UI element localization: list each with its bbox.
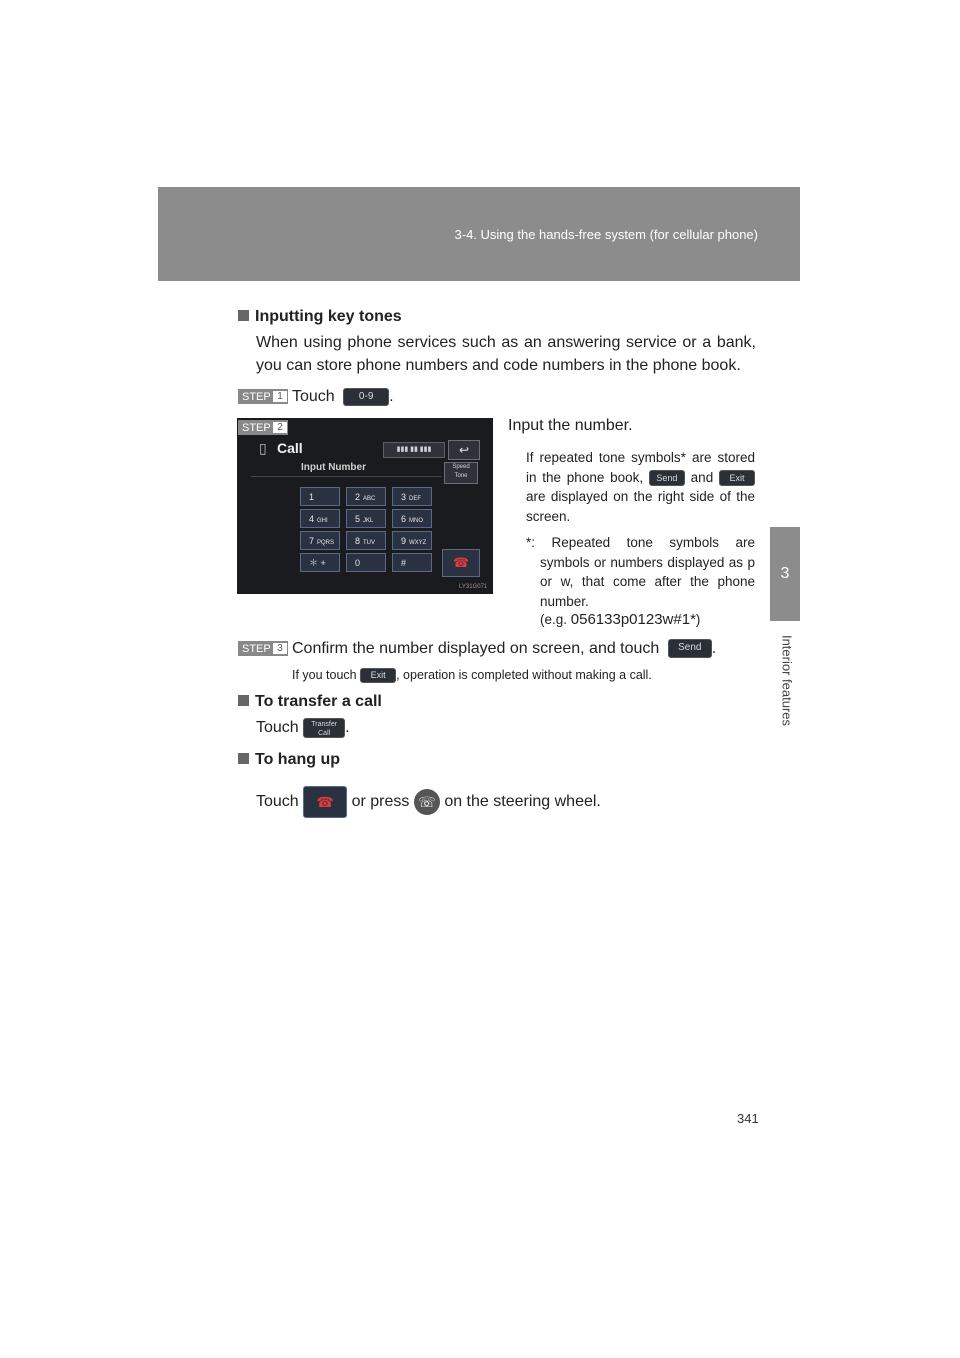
step3-note: If you touch Exit , operation is completed without making a call. (292, 668, 652, 682)
hangup-text: Touch ☎ or press ☏ on the steering wheel. (256, 786, 601, 818)
send-button[interactable]: Send (668, 639, 712, 658)
keypad-key[interactable]: 3 DEF (392, 487, 432, 506)
digits-button[interactable]: 0-9 (343, 388, 389, 406)
chapter-header (158, 187, 800, 281)
screen-subtitle: Input Number (301, 462, 366, 473)
figure-code: LY31G071 (459, 584, 488, 590)
screen-divider (251, 476, 441, 477)
bullet-square (238, 753, 249, 764)
step2-badge: STEP 2 (238, 420, 288, 435)
keypad-key[interactable]: 1 (300, 487, 340, 506)
keypad-key[interactable]: 2 ABC (346, 487, 386, 506)
exit-chip: Exit (360, 668, 396, 683)
step3-text: Confirm the number displayed on screen, and touch Send . (292, 640, 717, 657)
key-tones-intro: When using phone services such as an answering service or a bank, you can store phone numbers and code numbers in the phone book. (256, 334, 756, 374)
key-tones-heading: Inputting key tones (238, 305, 402, 328)
bullet-square (238, 310, 249, 321)
status-indicators: ▮▮▮ ▮▮ ▮▮▮ (383, 442, 445, 458)
keypad-key[interactable]: 6 MNO (392, 509, 432, 528)
step1-badge: STEP 1 (238, 389, 288, 404)
speed-tone-button[interactable]: Speed Tone (444, 462, 478, 484)
back-button[interactable] (448, 440, 480, 460)
screen-title: Call (277, 440, 303, 456)
exit-chip: Exit (719, 470, 755, 486)
phone-hangup-icon: ☎ (316, 794, 334, 810)
keypad-key[interactable]: 5 JKL (346, 509, 386, 528)
page-number: 341 (737, 1111, 759, 1126)
step3-badge: STEP 3 (238, 641, 288, 656)
transfer-text: Touch Transfer Call . (256, 719, 350, 737)
keypad-key[interactable]: 4 GHI (300, 509, 340, 528)
step2-example: (e.g. 056133p0123w#1*) (540, 611, 701, 628)
keypad-key[interactable]: 7 PQRS (300, 531, 340, 550)
keypad-key[interactable]: 0 (346, 553, 386, 572)
hang-up-button[interactable] (303, 786, 347, 818)
steering-wheel-phone-icon: ☏ (414, 789, 440, 815)
chapter-label: Interior features (779, 634, 795, 727)
keypad-key[interactable]: # (392, 553, 432, 572)
phone-icon: ▯ (259, 440, 267, 456)
step1-text: Touch 0-9 . (292, 388, 394, 405)
step2-note: If repeated tone symbols* are stored in the phone book, Send and Exit are displayed on the right side of the screen. (526, 450, 755, 524)
bullet-square (238, 695, 249, 706)
keypad-key[interactable]: 9 WXYZ (392, 531, 432, 550)
keypad-key[interactable]: ＊ + (300, 553, 340, 572)
hang-up-button[interactable] (442, 549, 480, 577)
back-arrow-icon: ↩ (458, 443, 470, 457)
hangup-heading: To hang up (238, 748, 340, 771)
transfer-heading: To transfer a call (238, 690, 382, 713)
step2-footnote: *: Repeated tone symbols are symbols or numbers displayed as p or w, that come after the phone number. (526, 535, 755, 609)
header-title: 3-4. Using the hands-free system (for cellular phone) (454, 227, 758, 242)
send-chip: Send (649, 470, 685, 486)
phone-screen (237, 418, 493, 594)
chapter-tab (770, 527, 800, 621)
step2-text: Input the number. (508, 417, 633, 434)
phone-hangup-icon: ☎ (452, 555, 470, 570)
transfer-call-button[interactable]: Transfer Call (303, 718, 345, 738)
chapter-number: 3 (780, 565, 790, 582)
keypad-key[interactable]: 8 TUV (346, 531, 386, 550)
